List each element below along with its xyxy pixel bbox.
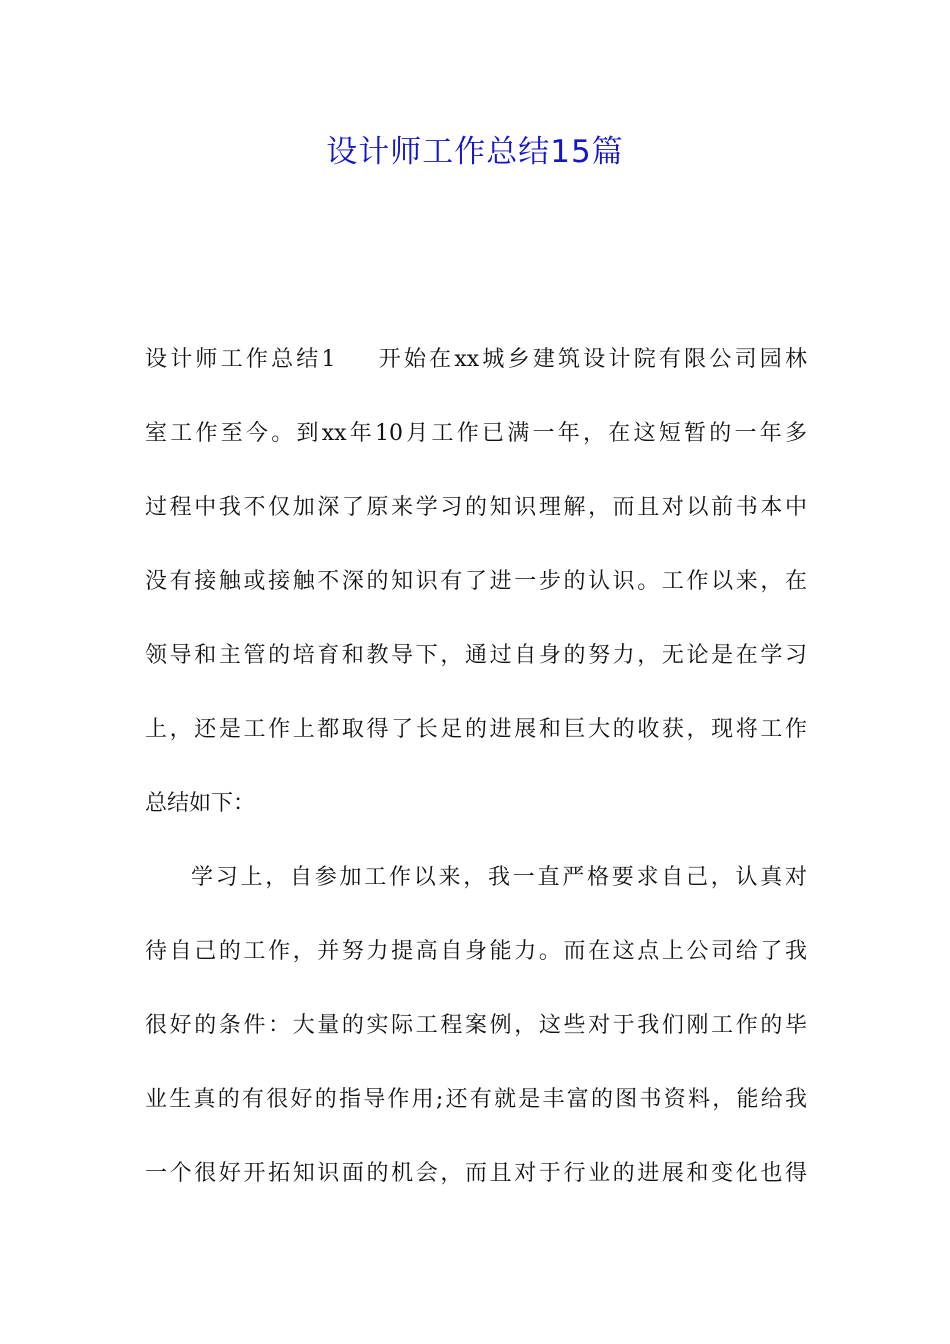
paragraph-line: 一个很好开拓知识面的机会，而且对于行业的进展和变化也得 xyxy=(145,1161,807,1186)
paragraph-line: 没有接触或接触不深的知识有了进一步的认识。工作以来，在 xyxy=(145,569,807,594)
paragraph-line: 总结如下： xyxy=(145,791,256,816)
paragraph-line: 很好的条件：大量的实际工程案例，这些对于我们刚工作的毕 xyxy=(145,1013,807,1038)
paragraph-line: 领导和主管的培育和教导下，通过自身的努力，无论是在学习 xyxy=(145,643,807,668)
paragraph-line xyxy=(145,340,807,414)
line-text: 开始在xx城乡建筑设计院有限公司园林 xyxy=(375,347,807,372)
paragraph-line: 待自己的工作，并努力提高自身能力。而在这点上公司给了我 xyxy=(145,939,807,964)
paragraph-line: 过程中我不仅加深了原来学习的知识理解，而且对以前书本中 xyxy=(145,495,807,520)
paragraph-line: 业生真的有很好的指导作用;还有就是丰富的图书资料，能给我 xyxy=(145,1087,807,1112)
document-title: 设计师工作总结15篇 xyxy=(326,134,624,170)
document-body xyxy=(145,340,807,1228)
section-heading: 设计师工作总结1 xyxy=(145,347,336,372)
paragraph-line: 室工作至今。到xx年10月工作已满一年，在这短暂的一年多 xyxy=(145,421,807,446)
paragraph-line: 学习上，自参加工作以来，我一直严格要求自己，认真对 xyxy=(191,865,807,890)
paragraph-line: 上，还是工作上都取得了长足的进展和巨大的收获，现将工作 xyxy=(145,717,807,742)
